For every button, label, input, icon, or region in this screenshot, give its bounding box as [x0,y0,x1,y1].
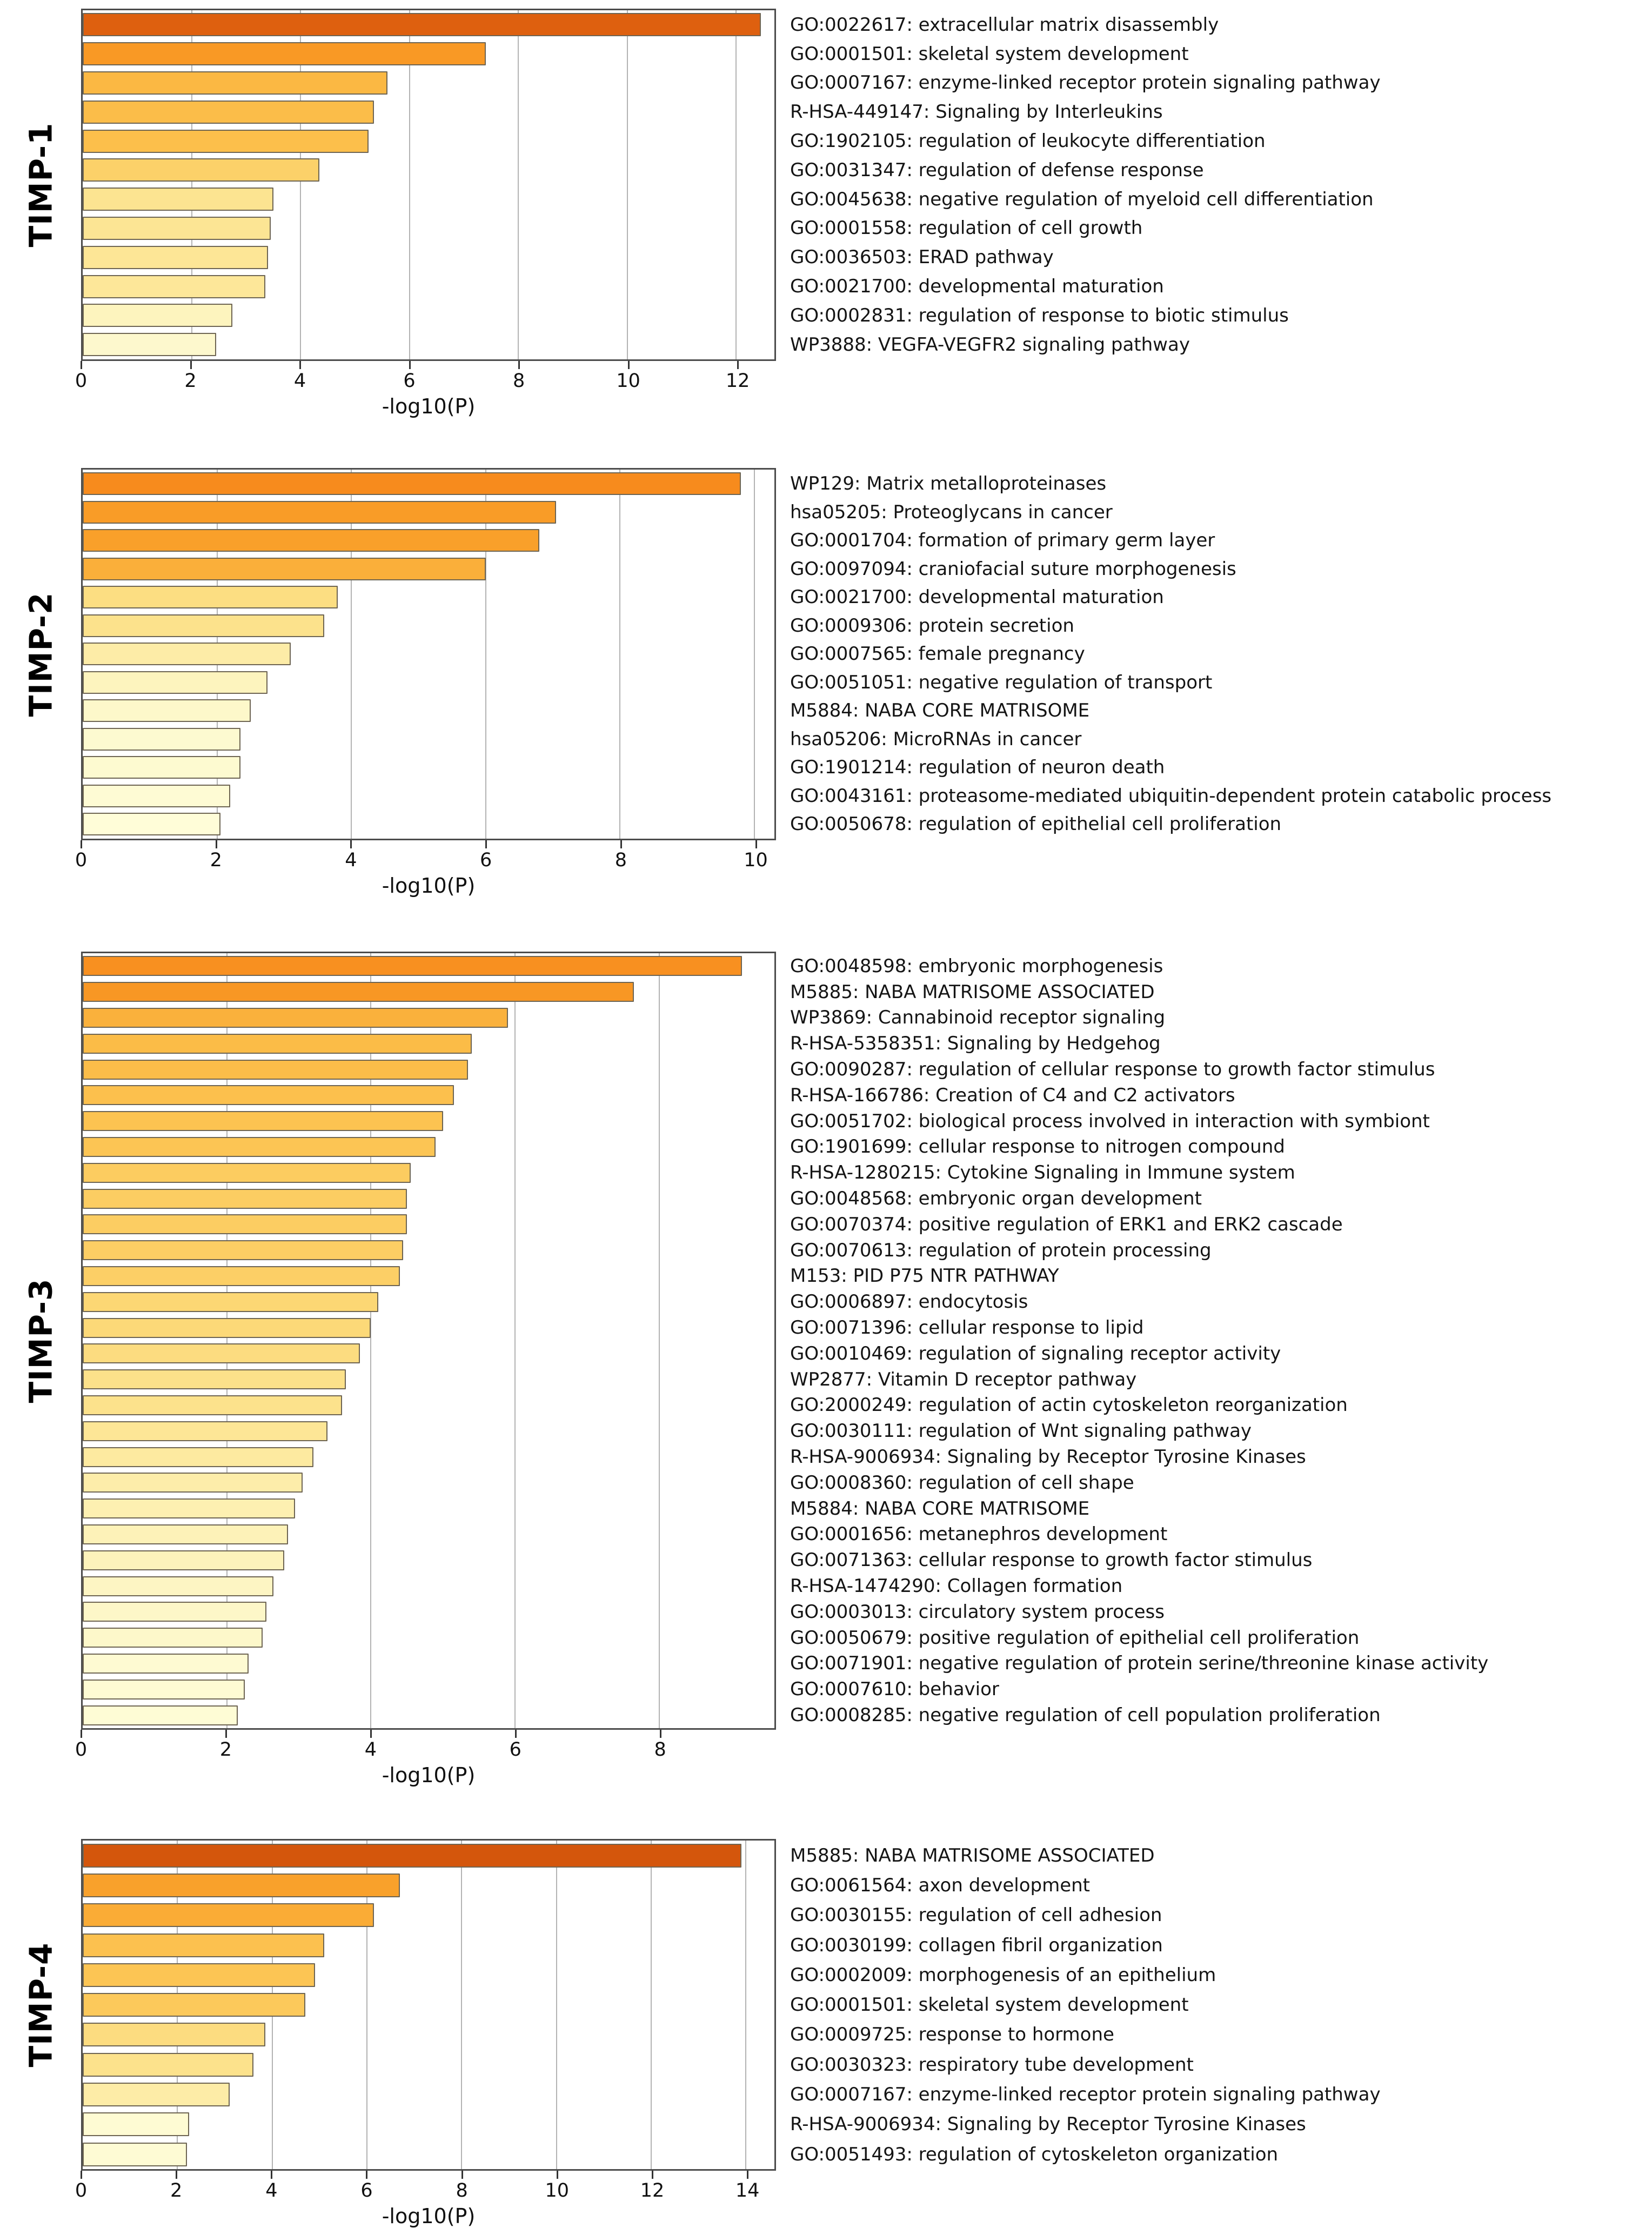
term-label: GO:0001501: skeletal system development [790,43,1189,65]
term-label: GO:0061564: axon development [790,1874,1091,1896]
bar-row [83,1031,774,1056]
bar [83,1343,360,1363]
term-label: GO:0003013: circulatory system process [790,1601,1165,1623]
bar-row [83,1930,774,1960]
bar-row [83,1393,774,1419]
term-label: GO:0021700: developmental maturation [790,586,1164,608]
bar [83,1163,411,1183]
bar-row [83,214,774,243]
x-tick-label: 6 [360,2180,373,2202]
x-tick-label: 10 [744,849,768,871]
term-label: GO:0071396: cellular response to lipid [790,1317,1144,1339]
bar-row [83,2050,774,2079]
bar [83,130,369,153]
bar-row [83,725,774,754]
term-label: GO:0009725: response to hormone [790,2024,1114,2046]
term-label: GO:1902105: regulation of leukocyte differentiation [790,130,1266,152]
x-tick-label: 4 [345,849,357,871]
bar-row [83,10,774,39]
term-label: M5884: NABA CORE MATRISOME [790,700,1090,722]
bar [83,785,230,807]
term-label: GO:0007167: enzyme-linked receptor protein signaling pathway [790,72,1381,94]
term-label: GO:0030199: collagen fibril organization [790,1934,1163,1956]
bar-row [83,1005,774,1031]
bar-row [83,583,774,612]
bar [83,586,338,608]
term-label: GO:0048598: embryonic morphogenesis [790,955,1163,977]
bar-row [83,185,774,214]
bar [83,1292,378,1312]
bar-row [83,1367,774,1393]
term-label: GO:0070613: regulation of protein processing [790,1239,1212,1261]
term-label: GO:0071363: cellular response to growth factor stimulus [790,1549,1313,1571]
x-tick [190,361,192,369]
bar [83,1447,313,1467]
x-tick-label: 8 [456,2180,468,2202]
bar-row [83,1212,774,1237]
bar [83,472,741,495]
bar [83,558,486,580]
chart-column [75,1839,776,2228]
bar [83,1008,508,1028]
x-tick-label: 0 [75,849,88,871]
bar [83,1933,324,1957]
bar [83,728,240,751]
bar [83,246,268,269]
bar [83,1266,400,1286]
bar [83,1498,295,1518]
bar-row [83,979,774,1005]
term-label: WP3869: Cannabinoid receptor signaling [790,1007,1166,1029]
bar [83,1240,403,1260]
term-label: GO:0030111: regulation of Wnt signaling pathway [790,1420,1252,1442]
bar [83,1705,238,1725]
x-tick [485,840,487,848]
x-axis-title: -log10(P) [382,874,476,898]
bar-row [83,243,774,272]
bar [83,2143,187,2166]
x-tick [216,840,217,848]
plot-area [81,952,776,1730]
x-tick-label: 6 [403,370,416,392]
bar [83,217,271,240]
bar [83,813,220,835]
bar-row [83,612,774,640]
term-label: M5884: NABA CORE MATRISOME [790,1497,1090,1520]
bar [83,1524,288,1544]
x-tick [515,1730,517,1738]
chart-column [75,468,776,898]
bar-row [83,498,774,527]
x-tick-label: 6 [509,1739,521,1761]
term-label-column [776,10,1652,359]
bar-row [83,1341,774,1367]
bar-row [83,1496,774,1522]
bar-row [83,1676,774,1702]
y-axis-title-column [0,952,81,1730]
term-label: GO:0001558: regulation of cell growth [790,217,1143,239]
x-axis [75,361,776,392]
term-label: GO:0050679: positive regulation of epithelial cell proliferation [790,1627,1360,1649]
x-tick [462,2171,463,2179]
bar-row [83,1160,774,1186]
x-tick-label: 10 [616,370,640,392]
bar [83,13,761,36]
x-tick-label: 8 [614,849,627,871]
bar-row [83,668,774,697]
x-tick [755,840,757,848]
term-label: R-HSA-9006934: Signaling by Receptor Tyrosine Kinases [790,1446,1306,1468]
term-label-column [776,953,1652,1728]
bar [83,1602,266,1622]
x-tick [271,2171,272,2179]
bar [83,1034,472,1054]
term-label: WP2877: Vitamin D receptor pathway [790,1368,1137,1390]
x-axis [75,1730,776,1761]
bar [83,2112,189,2136]
panel-timp-1 [0,9,1652,418]
bar [83,1550,284,1570]
bar-row [83,1444,774,1470]
x-tick-label: 8 [654,1739,666,1761]
bar-row [83,1108,774,1134]
term-label: GO:0010469: regulation of signaling receptor activity [790,1342,1281,1364]
x-tick [81,1730,82,1738]
bar-row [83,782,774,811]
x-tick-label: 10 [545,2180,570,2202]
bar [83,2083,230,2106]
term-label-column [776,1841,1652,2169]
bar [83,1963,315,1987]
term-label: GO:0008285: negative regulation of cell population proliferation [790,1704,1381,1726]
bar-row [83,2020,774,2050]
bar-row [83,1470,774,1496]
x-tick [660,1730,661,1738]
bar [83,275,265,298]
bar-row [83,272,774,301]
bar [83,158,319,182]
x-tick [652,2171,653,2179]
bar [83,1874,400,1897]
bar-row [83,1702,774,1728]
bar-row [83,1901,774,1930]
term-label-column [776,470,1652,839]
bar [83,1421,327,1441]
bar-row [83,640,774,668]
x-tick [620,840,622,848]
bar [83,1654,249,1674]
bar-row [83,470,774,498]
term-label: M5885: NABA MATRISOME ASSOCIATED [790,981,1155,1003]
x-axis-title: -log10(P) [382,2204,476,2228]
y-axis-title-column [0,9,81,361]
term-label: GO:0050678: regulation of epithelial cell proliferation [790,813,1282,835]
bar [83,1395,342,1415]
panel-timp-2 [0,468,1652,898]
x-tick-label: 4 [265,2180,278,2202]
bar-row [83,1841,774,1870]
x-tick-label: 0 [75,2180,88,2202]
x-axis [75,2171,776,2202]
bar [83,529,539,552]
bar-row [83,753,774,782]
chart-column [75,9,776,418]
bar [83,1680,245,1700]
y-axis-title: TIMP-4 [22,1942,59,2068]
x-tick-label: 4 [364,1739,377,1761]
x-tick [366,2171,367,2179]
term-label: GO:0031347: regulation of defense response [790,159,1204,181]
bar [83,1844,741,1868]
bar-row [83,2139,774,2169]
x-tick-label: 14 [735,2180,760,2202]
term-label: R-HSA-9006934: Signaling by Receptor Tyrosine Kinases [790,2113,1306,2136]
x-tick-label: 2 [184,370,197,392]
term-label: GO:0070374: positive regulation of ERK1 and ERK2 cascade [790,1213,1343,1235]
bar [83,1903,374,1927]
term-label: R-HSA-1474290: Collagen formation [790,1575,1123,1597]
bar [83,101,374,124]
bar-row [83,1870,774,1900]
y-axis-title-column [0,1839,81,2171]
bar-row [83,1237,774,1263]
bar-row [83,1599,774,1625]
bar [83,304,232,327]
bar-row [83,1186,774,1212]
x-tick-label: 2 [170,2180,183,2202]
y-axis-title: TIMP-3 [22,1278,59,1403]
bar [83,1576,273,1596]
bar-row [83,697,774,725]
x-tick [176,2171,177,2179]
term-label: GO:0007565: female pregnancy [790,643,1085,665]
bar-row [83,1263,774,1289]
term-label: GO:0002831: regulation of response to biotic stimulus [790,304,1289,326]
panel-timp-3 [0,952,1652,1787]
x-axis-title: -log10(P) [382,1763,476,1787]
bar [83,2023,265,2046]
bar-row [83,1625,774,1651]
bar [83,1214,407,1234]
term-label: R-HSA-1280215: Cytokine Signaling in Immune system [790,1162,1295,1184]
bar-row [83,39,774,69]
x-tick [370,1730,372,1738]
bar [83,1993,305,2017]
y-axis-title-column [0,468,81,840]
x-tick [350,840,352,848]
bar [83,1318,371,1338]
term-label: GO:0097094: craniofacial suture morphogenesis [790,558,1236,580]
bar-row [83,953,774,979]
bar-row [83,555,774,584]
bar-row [83,1960,774,1990]
chart-column [75,952,776,1787]
bar-row [83,2079,774,2109]
term-label: WP129: Matrix metalloproteinases [790,473,1107,495]
bar-row [83,526,774,555]
term-label: GO:0030323: respiratory tube development [790,2053,1194,2076]
bar-row [83,810,774,839]
y-axis-title: TIMP-2 [22,592,59,717]
term-label: GO:0051702: biological process involved in interaction with symbiont [790,1110,1430,1132]
bar [83,188,273,211]
y-axis-title: TIMP-1 [22,122,59,247]
x-tick-label: 12 [725,370,750,392]
x-tick-label: 2 [210,849,222,871]
bar [83,643,291,665]
term-label: GO:0009306: protein secretion [790,614,1074,637]
x-tick [81,361,82,369]
term-label: GO:0007167: enzyme-linked receptor protein signaling pathway [790,2084,1381,2106]
x-tick [518,361,520,369]
term-label: GO:0090287: regulation of cellular response to growth factor stimulus [790,1059,1435,1081]
x-tick [747,2171,748,2179]
bar [83,1060,468,1080]
term-label: GO:0022617: extracellular matrix disassembly [790,14,1219,36]
bar-row [83,2110,774,2139]
bar-row [83,69,774,98]
plot-area [81,468,776,840]
x-tick-label: 12 [640,2180,665,2202]
bar-row [83,1547,774,1573]
x-tick [409,361,411,369]
x-tick [737,361,739,369]
term-label: GO:0043161: proteasome-mediated ubiquitin-dependent protein catabolic process [790,785,1551,807]
bar [83,671,267,694]
x-tick [557,2171,558,2179]
bar [83,42,486,65]
bar [83,756,240,779]
x-tick [299,361,301,369]
bar [83,501,556,524]
x-tick-label: 0 [75,370,88,392]
plot-area [81,9,776,361]
bar [83,982,634,1002]
term-label: R-HSA-449147: Signaling by Interleukins [790,101,1163,123]
x-tick-label: 2 [219,1739,232,1761]
term-label: M153: PID P75 NTR PATHWAY [790,1265,1059,1287]
term-label: hsa05205: Proteoglycans in cancer [790,501,1113,523]
term-label: GO:0006897: endocytosis [790,1291,1028,1313]
bar [83,71,387,95]
term-label: GO:2000249: regulation of actin cytoskeleton reorganization [790,1394,1348,1416]
term-label: GO:0008360: regulation of cell shape [790,1471,1134,1494]
term-label: GO:0007610: behavior [790,1678,999,1701]
x-axis [75,840,776,872]
bar-row [83,330,774,359]
x-tick [81,840,82,848]
term-label: GO:0021700: developmental maturation [790,276,1164,298]
bar-row [83,1651,774,1677]
bar [83,614,324,637]
bar-row [83,1134,774,1160]
bar-row [83,301,774,330]
bar-row [83,1056,774,1082]
bar-row [83,1573,774,1599]
term-label: GO:0030155: regulation of cell adhesion [790,1904,1162,1926]
term-label: WP3888: VEGFA-VEGFR2 signaling pathway [790,333,1190,356]
panel-timp-4 [0,1839,1652,2228]
term-label: GO:0001704: formation of primary germ layer [790,530,1215,552]
bar [83,1369,346,1389]
bar-row [83,1315,774,1341]
bar [83,1111,443,1131]
bar [83,2053,253,2077]
term-label: M5885: NABA MATRISOME ASSOCIATED [790,1844,1155,1866]
x-tick-label: 4 [293,370,306,392]
bar-row [83,126,774,156]
term-label: GO:0036503: ERAD pathway [790,246,1054,269]
term-label: hsa05206: MicroRNAs in cancer [790,728,1082,750]
bar [83,1189,407,1209]
bar-row [83,1522,774,1548]
term-label: R-HSA-166786: Creation of C4 and C2 activators [790,1084,1235,1106]
bar [83,956,742,976]
bar-row [83,97,774,126]
bar [83,1628,263,1648]
term-label: GO:0051493: regulation of cytoskeleton organization [790,2143,1279,2165]
x-tick [628,361,630,369]
term-label: GO:0071901: negative regulation of protein serine/threonine kinase activity [790,1652,1489,1675]
bar [83,1137,436,1157]
bar [83,333,216,356]
bar-row [83,1289,774,1315]
x-axis-title: -log10(P) [382,394,476,418]
term-label: R-HSA-5358351: Signaling by Hedgehog [790,1033,1161,1055]
bar [83,1085,454,1105]
x-tick-label: 8 [512,370,525,392]
x-tick-label: 0 [75,1739,88,1761]
bar [83,699,251,722]
term-label: GO:1901214: regulation of neuron death [790,757,1165,779]
bar-row [83,156,774,185]
term-label: GO:0045638: negative regulation of myeloid cell differentiation [790,188,1374,210]
term-label: GO:1901699: cellular response to nitrogen compound [790,1136,1285,1158]
term-label: GO:0001656: metanephros development [790,1523,1168,1545]
x-tick [81,2171,82,2179]
term-label: GO:0051051: negative regulation of transport [790,671,1213,693]
bar-row [83,1082,774,1108]
term-label: GO:0048568: embryonic organ development [790,1188,1202,1210]
bar [83,1473,303,1493]
bar-row [83,1418,774,1444]
x-tick [225,1730,227,1738]
plot-area [81,1839,776,2171]
term-label: GO:0002009: morphogenesis of an epithelium [790,1964,1216,1986]
x-tick-label: 6 [479,849,492,871]
term-label: GO:0001501: skeletal system development [790,1994,1189,2016]
bar-row [83,1990,774,2019]
